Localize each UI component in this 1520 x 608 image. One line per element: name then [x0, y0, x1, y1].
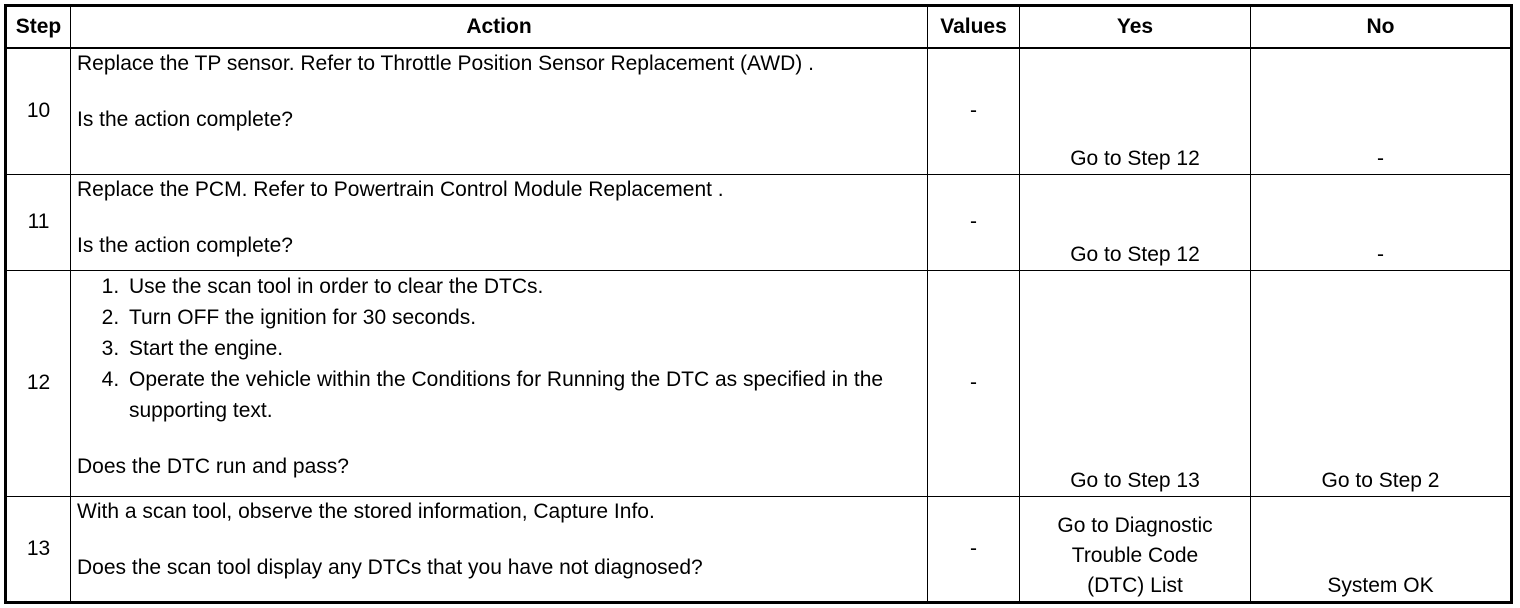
- no-cell: Go to Step 2: [1251, 270, 1512, 496]
- diagnostic-page: [4, 4, 1510, 600]
- yes-line: Go to Diagnostic: [1057, 513, 1213, 537]
- values-cell: -: [928, 174, 1020, 270]
- yes-line: (DTC) List: [1087, 573, 1183, 597]
- action-step-item: 1. Use the scan tool in order to clear the DTCs.: [125, 271, 921, 302]
- action-step-item: 3. Start the engine.: [125, 333, 921, 364]
- header-yes: Yes: [1020, 6, 1251, 49]
- values-cell: -: [928, 48, 1020, 174]
- no-cell: -: [1251, 174, 1512, 270]
- action-question: Does the scan tool display any DTCs that you have not diagnosed?: [77, 555, 703, 579]
- table-row: [6, 496, 1512, 602]
- action-cell: [71, 174, 928, 270]
- values-cell: -: [928, 270, 1020, 496]
- action-text: With a scan tool, observe the stored information, Capture Info.: [77, 499, 655, 523]
- values-cell: -: [928, 496, 1020, 602]
- yes-cell: Go to Step 12: [1020, 48, 1251, 174]
- header-action: Action: [71, 6, 928, 49]
- step-number: 10: [6, 48, 71, 174]
- yes-cell: [1020, 496, 1251, 602]
- diagnostic-table: [4, 4, 1513, 604]
- action-question: Is the action complete?: [77, 233, 293, 257]
- action-cell: [71, 48, 928, 174]
- step-number: 11: [6, 174, 71, 270]
- no-cell: -: [1251, 48, 1512, 174]
- action-question: Does the DTC run and pass?: [77, 454, 349, 478]
- action-text: Replace the PCM. Refer to Powertrain Control Module Replacement .: [77, 177, 724, 201]
- action-step-item: 2. Turn OFF the ignition for 30 seconds.: [125, 302, 921, 333]
- table-row: [6, 270, 1512, 496]
- table-row: [6, 174, 1512, 270]
- header-values: Values: [928, 6, 1020, 49]
- action-text: Replace the TP sensor. Refer to Throttle Position Sensor Replacement (AWD) .: [77, 52, 814, 75]
- header-no: No: [1251, 6, 1512, 49]
- step-number: 13: [6, 496, 71, 602]
- no-cell: System OK: [1251, 496, 1512, 602]
- header-step: Step: [6, 6, 71, 49]
- yes-cell: Go to Step 12: [1020, 174, 1251, 270]
- yes-cell: Go to Step 13: [1020, 270, 1251, 496]
- yes-line: Trouble Code: [1071, 543, 1199, 567]
- table-row: [6, 48, 1512, 174]
- action-cell: [71, 496, 928, 602]
- step-number: 12: [6, 270, 71, 496]
- action-question: Is the action complete?: [77, 108, 293, 131]
- action-cell: [71, 270, 928, 496]
- table-header-row: [6, 6, 1512, 49]
- action-steps-list: [77, 271, 921, 426]
- action-step-item: 4. Operate the vehicle within the Conditions for Running the DTC as specified in the supporting text.: [125, 364, 921, 426]
